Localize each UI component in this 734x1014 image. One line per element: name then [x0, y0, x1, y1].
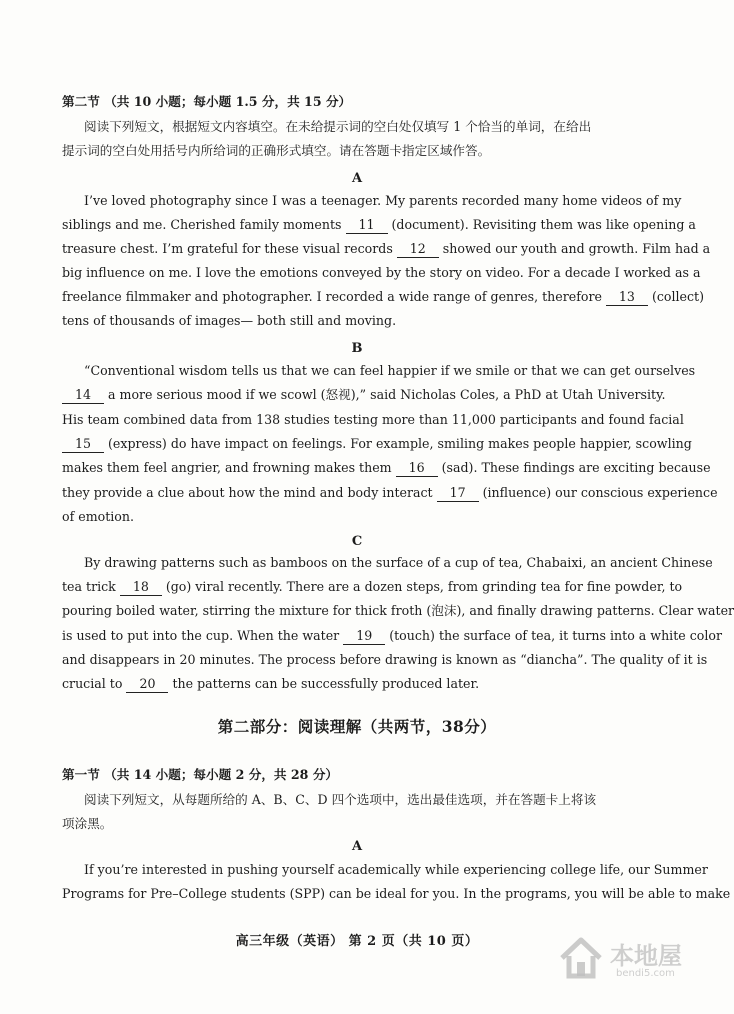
page-footer: 高三年级（英语） 第 2 页（共 10 页） — [235, 934, 479, 949]
text-segment: By drawing patterns such as bamboos on the surface of a cup of tea, Chabaixi, an ancient Chinese — [84, 555, 713, 570]
text-segment: (touch) the surface of tea, it turns into a white color — [385, 627, 722, 643]
text-segment: makes them feel angrier, and frowning makes them — [62, 460, 396, 476]
text-segment: big influence on me. I love the emotions conveyed by the story on video. For a decade I worked as a — [62, 265, 701, 280]
part2-heading: 第二部分：阅读理解（共两节，38分） — [217, 717, 497, 736]
passageC-line — [84, 555, 713, 571]
text-segment: the patterns can be successfully produced later. — [168, 676, 480, 691]
text-segment: (sad). These findings are exciting because — [437, 460, 711, 476]
text-segment: they provide a clue about how the mind and body interact — [62, 484, 437, 500]
text-segment: of emotion. — [62, 508, 135, 524]
passageC-line — [62, 651, 708, 668]
text-segment: (collect) — [647, 289, 705, 304]
text-segment: is used to put into the cup. When the water — [62, 627, 344, 643]
text-segment: freelance filmmaker and photographer. I recorded a wide range of genres, therefore — [62, 289, 606, 304]
text-segment: tens of thousands of images— both still and moving. — [62, 313, 397, 328]
section1-instruction-line: 项涂黑。 — [62, 816, 113, 831]
text-segment: crucial to — [62, 676, 127, 691]
text-segment: (express) do have impact on feelings. For example, smiling makes people happier, scowling — [104, 435, 692, 451]
readingA-line — [84, 862, 708, 878]
watermark-url: bendi5.com — [616, 968, 675, 979]
house-icon — [558, 934, 604, 980]
passage-c-letter: C — [351, 534, 363, 549]
watermark-title: 本地屋 — [610, 942, 682, 970]
passageC-line — [62, 676, 650, 693]
answer-blank: 13 — [606, 289, 648, 306]
passageB-line — [62, 509, 650, 525]
passageB-line — [62, 484, 718, 502]
passageB-line — [62, 460, 711, 477]
passage-a-letter: A — [351, 171, 363, 186]
answer-blank: 14 — [62, 387, 104, 404]
answer-blank: 20 — [126, 676, 168, 693]
text-segment: (go) viral recently. There are a dozen steps, from grinding tea for fine powder, to — [161, 579, 683, 595]
passageA-line — [62, 265, 701, 281]
answer-blank: 12 — [397, 241, 439, 258]
text-segment: (influence) our conscious experience — [478, 484, 718, 500]
text-segment: If you’re interested in pushing yourself academically while experiencing college life, our Summer — [84, 862, 708, 877]
passageA-line — [62, 289, 705, 306]
text-segment: and disappears in 20 minutes. The process before drawing is known as “diancha”. The quality of it is — [62, 651, 708, 667]
answer-blank: 17 — [437, 485, 479, 502]
text-segment: tea trick — [62, 579, 120, 595]
section2-instruction-line: 阅读下列短文，根据短文内容填空。在未给提示词的空白处仅填写 1 个恰当的单词，在给出 — [84, 119, 592, 134]
text-segment: (document). Revisiting them was like opening a — [387, 217, 696, 232]
passageB-line — [62, 387, 666, 404]
text-segment: pouring boiled water, stirring the mixture for thick froth (泡沫), and finally drawing patterns. Clear water — [62, 603, 734, 619]
passageC-line — [62, 627, 722, 645]
section1-heading: 第一节 （共 14 小题；每小题 2 分，共 28 分） — [62, 767, 339, 782]
passageA-line — [62, 313, 650, 329]
passageC-line — [62, 603, 734, 619]
answer-blank: 11 — [346, 217, 388, 234]
passageA-line — [62, 217, 696, 234]
text-segment: I’ve loved photography since I was a teenager. My parents recorded many home videos of my — [84, 193, 682, 208]
passage-b-letter: B — [351, 341, 363, 356]
text-segment: “Conventional wisdom tells us that we can feel happier if we smile or that we can get ourselves — [84, 363, 696, 378]
passageB-line — [62, 411, 684, 428]
passageB-line — [84, 363, 696, 379]
answer-blank: 16 — [396, 460, 438, 477]
section2-heading: 第二节 （共 10 小题；每小题 1.5 分，共 15 分） — [62, 94, 352, 109]
text-segment: treasure chest. I’m grateful for these visual records — [62, 241, 397, 256]
text-segment: a more serious mood if we scowl (怒视),” said Nicholas Coles, a PhD at Utah University. — [104, 387, 666, 403]
section1-instruction-line: 阅读下列短文，从每题所给的 A、B、C、D 四个选项中，选出最佳选项，并在答题卡上将该 — [84, 792, 597, 807]
passageC-line — [62, 579, 683, 596]
watermark — [558, 930, 698, 986]
answer-blank: 15 — [62, 436, 104, 453]
text-segment: siblings and me. Cherished family moments — [62, 217, 346, 232]
answer-blank: 18 — [120, 579, 162, 596]
readingA-line — [62, 886, 731, 902]
text-segment: Programs for Pre–College students (SPP) can be ideal for you. In the programs, you will be able to make — [62, 886, 731, 901]
text-segment: His team combined data from 138 studies testing more than 11,000 participants and found facial — [62, 411, 684, 427]
section2-instruction-line: 提示词的空白处用括号内所给词的正确形式填空。请在答题卡指定区域作答。 — [62, 143, 491, 158]
text-segment: showed our youth and growth. Film had a — [438, 241, 711, 256]
passageB-line — [62, 435, 692, 453]
passageA-line — [62, 241, 711, 258]
reading-a-letter: A — [351, 839, 363, 854]
passageA-line — [84, 193, 682, 209]
answer-blank: 19 — [343, 628, 385, 645]
